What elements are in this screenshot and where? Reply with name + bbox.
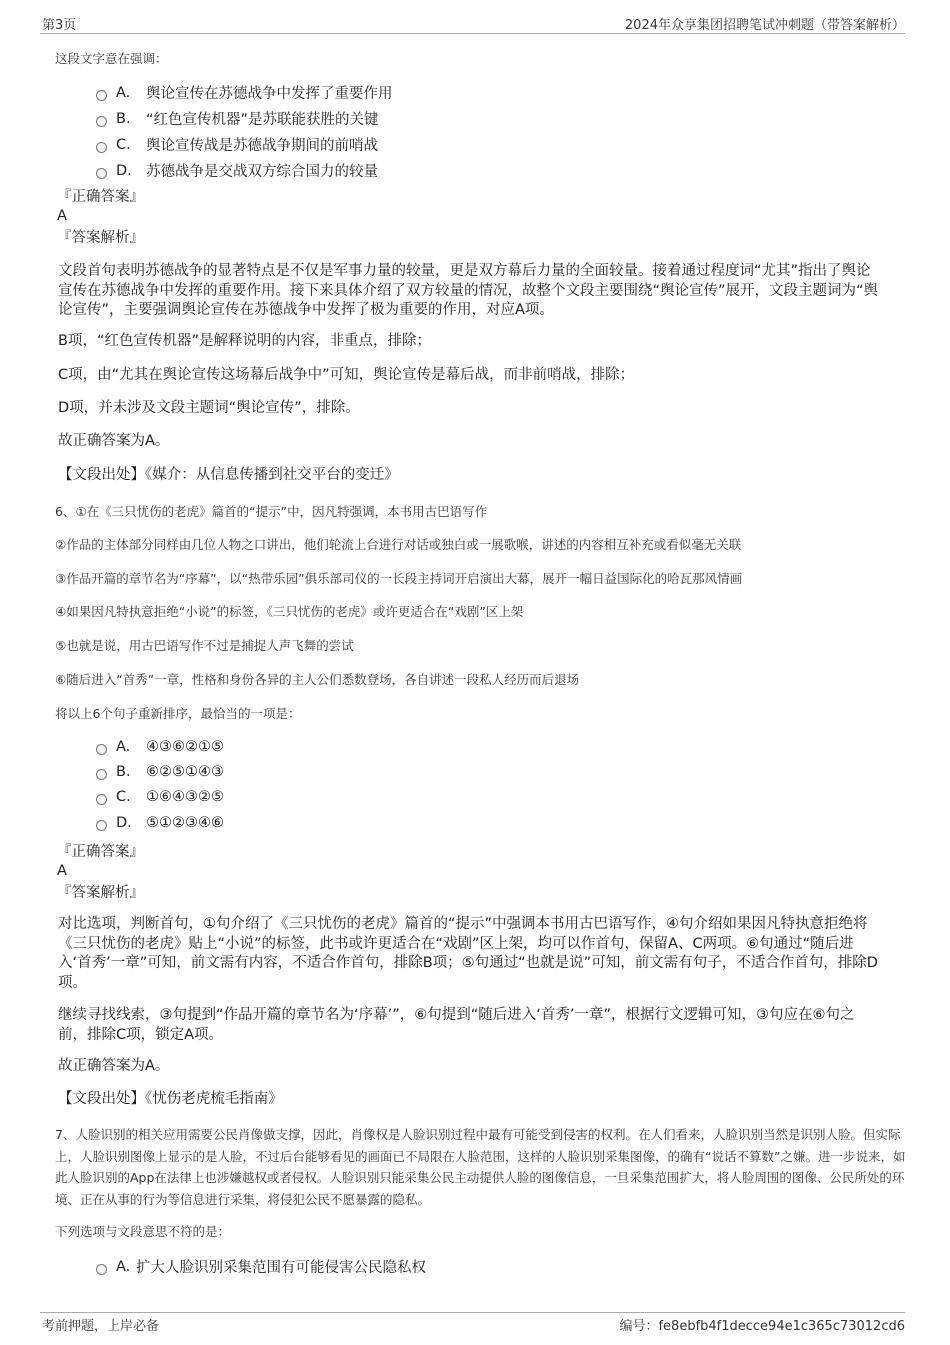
radio-icon[interactable] — [96, 1264, 107, 1275]
option-letter: C. — [116, 789, 131, 805]
radio-icon[interactable] — [96, 794, 107, 805]
q6-analysis-para: 继续寻找线索，③句提到“作品开篇的章节名为‘序幕’”，⑥句提到“随后进入‘首秀’一章”，根据行文逻辑可知，③句应在⑥句之前，排除C项，锁定A项。 — [58, 1007, 855, 1043]
q6-sentence: ②作品的主体部分同样由几位人物之口讲出，他们轮流上台进行对话或独白或一展歌喉，讲述的内容相互补充或看似毫无关联 — [55, 537, 742, 552]
q7-stem: 下列选项与文段意思不符的是： — [55, 1224, 231, 1239]
q5-stem: 这段文字意在强调： — [55, 51, 168, 66]
q5-analysis-para: B项，“红色宣传机器”是解释说明的内容，非重点，排除； — [58, 333, 431, 349]
option-text: “红色宣传机器”是苏联能获胜的关键 — [146, 112, 379, 128]
radio-icon[interactable] — [96, 116, 107, 127]
q6-sentence: ⑤也就是说，用古巴语写作不过是捕捉人声飞舞的尝试 — [55, 638, 354, 653]
q5-option-c[interactable] — [96, 134, 378, 155]
q6-sentence: ⑥随后进入“首秀”一章，性格和身份各异的主人公们悉数登场，各自讲述一段私人经历而后退场 — [55, 672, 580, 687]
page-number: 第3页 — [42, 18, 77, 33]
option-letter: A. — [116, 1258, 131, 1275]
option-letter: C. — [116, 136, 131, 153]
q7-option-a[interactable] — [96, 1256, 426, 1277]
document-title: 2024年众享集团招聘笔试冲刺题（带答案解析） — [624, 18, 905, 33]
q5-answer: A — [57, 208, 67, 224]
option-text: 苏德战争是交战双方综合国力的较量 — [146, 164, 378, 180]
option-letter: A. — [116, 739, 131, 755]
option-letter: B. — [116, 764, 131, 780]
q6-sentence: ③作品开篇的章节名为“序幕”，以“热带乐园”俱乐部司仪的一长段主持词开启演出大幕，展开一幅日益国际化的哈瓦那风情画 — [55, 571, 743, 586]
q6-sentence: ④如果因凡特执意拒绝“小说”的标签，《三只忧伤的老虎》或许更适合在“戏剧”区上架 — [55, 604, 524, 619]
radio-icon[interactable] — [96, 769, 107, 780]
q6-option-a[interactable] — [96, 739, 224, 755]
q6-answer: A — [57, 863, 67, 879]
option-text: 舆论宣传战是苏德战争期间的前哨战 — [146, 138, 378, 154]
q5-analysis-para: D项，并未涉及文段主题词“舆论宣传”，排除。 — [58, 400, 360, 416]
q5-analysis-label: 『答案解析』 — [57, 230, 144, 246]
q6-source: 【文段出处】《忧伤老虎梳毛指南》 — [58, 1091, 283, 1107]
q5-option-a[interactable] — [96, 82, 393, 103]
option-text: 扩大人脸识别采集范围有可能侵害公民隐私权 — [136, 1260, 426, 1276]
q7-passage: 7、人脸识别的相关应用需要公民肖像做支撑，因此，肖像权是人脸识别过程中最有可能受到侵害的权利。在人们看来，人脸识别当然是识别人脸。但实际上，人脸识别图像上显示的是人脸，不过后台能够看见的画面已不局限在人脸范围，这样的人脸识别采集图像，的确有“说话不算数”之嫌。进一步说来，如此人脸识别的App在法律上也涉嫌越权或者侵权。人脸识别只能采集公民主动提供人脸的图像信息，一旦采集范围扩大，将人脸周围的图像、公民所处的环境、正在从事的行为等信息进行采集，将侵犯公民不愿暴露的隐私。 — [55, 1127, 906, 1207]
header-divider — [40, 33, 905, 34]
q5-option-d[interactable] — [96, 160, 378, 181]
q5-source: 【文段出处】《媒介：从信息传播到社交平台的变迁》 — [58, 467, 399, 483]
option-text: ④③⑥②①⑤ — [146, 739, 224, 755]
q6-analysis-para: 故正确答案为A。 — [58, 1058, 170, 1074]
q6-analysis-para: 对比选项，判断首句，①句介绍了《三只忧伤的老虎》篇首的“提示”中强调本书用古巴语写作，④句介绍如果因凡特执意拒绝将《三只忧伤的老虎》贴上“小说”的标签，此书或许更适合在“戏剧”区上架，均可以作首句，保留A、C两项。⑥句通过“随后进入‘首秀’一章”可知，前文需有内容，不适合作首句，排除B项；⑤句通过“也就是说”可知，前文需有句子，不适合作首句，排除D项。 — [58, 916, 878, 991]
footer-slogan: 考前押题，上岸必备 — [42, 1319, 160, 1334]
q6-option-d[interactable] — [96, 815, 224, 831]
footer-divider — [40, 1312, 905, 1313]
q6-stem: 将以上6个句子重新排序，最恰当的一项是： — [55, 706, 301, 721]
q5-analysis-para: 故正确答案为A。 — [58, 433, 170, 449]
option-letter: D. — [116, 162, 132, 179]
radio-icon[interactable] — [96, 90, 107, 101]
radio-icon[interactable] — [96, 168, 107, 179]
q6-answer-label: 『正确答案』 — [57, 844, 144, 860]
q6-option-c[interactable] — [96, 789, 224, 805]
q6-sentence: 6、①在《三只忧伤的老虎》篇首的“提示”中，因凡特强调，本书用古巴语写作 — [55, 504, 488, 519]
option-text: ①⑥④③②⑤ — [146, 789, 224, 805]
option-text: ⑥②⑤①④③ — [146, 764, 224, 780]
option-letter: D. — [116, 815, 132, 831]
q6-analysis-label: 『答案解析』 — [57, 885, 144, 901]
radio-icon[interactable] — [96, 820, 107, 831]
q5-analysis-para: 文段首句表明苏德战争的显著特点是不仅是军事力量的较量，更是双方幕后力量的全面较量。接着通过程度词“尤其”指出了舆论宣传在苏德战争中发挥的重要作用。接下来具体介绍了双方较量的情况，故整个文段主要围绕“舆论宣传”展开，文段主题词为“舆论宣传”，主要强调舆论宣传在苏德战争中发挥了极为重要的作用，对应A项。 — [58, 263, 879, 318]
radio-icon[interactable] — [96, 744, 107, 755]
option-letter: B. — [116, 110, 131, 127]
document-id: 编号：fe8ebfb4f1decce94e1c365c73012cd6 — [619, 1319, 905, 1334]
q5-answer-label: 『正确答案』 — [57, 189, 144, 205]
q5-option-b[interactable] — [96, 108, 379, 129]
option-text: 舆论宣传在苏德战争中发挥了重要作用 — [146, 86, 393, 102]
radio-icon[interactable] — [96, 142, 107, 153]
option-letter: A. — [116, 84, 131, 101]
q6-option-b[interactable] — [96, 764, 224, 780]
q5-analysis-para: C项，由“尤其在舆论宣传这场幕后战争中”可知，舆论宣传是幕后战，而非前哨战，排除； — [58, 367, 635, 383]
option-text: ⑤①②③④⑥ — [146, 815, 224, 831]
